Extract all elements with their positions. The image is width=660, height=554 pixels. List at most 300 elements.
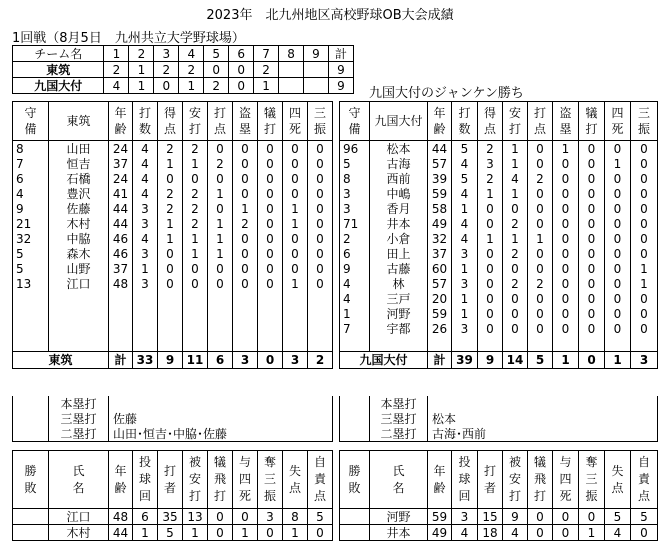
batter-stat: 0 <box>233 156 258 171</box>
batter-stat <box>308 321 333 336</box>
batter-stat <box>308 291 333 306</box>
batter-name: 松本 <box>370 141 428 157</box>
batter-stat: 0 <box>631 231 658 246</box>
batter-stat: 0 <box>258 141 283 157</box>
pitching-header: 奪 三 振 <box>579 451 605 509</box>
extra-base-players <box>109 396 333 411</box>
team-header: 九国大付 <box>370 102 428 141</box>
batter-stat: 1 <box>503 141 528 157</box>
batter-name: 中脇 <box>49 231 109 246</box>
pitching-header: 被 安 打 <box>183 451 208 509</box>
stat-header: 四 死 <box>605 102 631 141</box>
batter-stat: 1 <box>208 186 233 201</box>
batter-stat <box>233 291 258 306</box>
batter-stat: 5 <box>452 141 478 157</box>
batter-stat: 0 <box>579 231 605 246</box>
batter-stat: 41 <box>109 186 133 201</box>
batter-stat: 37 <box>428 246 452 261</box>
inning-header-8: 8 <box>279 46 304 62</box>
batter-stat: 0 <box>553 276 579 291</box>
batter-stat: 4 <box>133 186 158 201</box>
batter-row <box>340 276 658 291</box>
batter-stat: 0 <box>478 291 503 306</box>
batter-stat: 0 <box>579 186 605 201</box>
pitching-header: 打 者 <box>478 451 503 509</box>
batter-stat: 0 <box>605 216 631 231</box>
batter-stat: 0 <box>579 306 605 321</box>
batter-stat: 4 <box>133 156 158 171</box>
batter-name: 三戸 <box>370 291 428 306</box>
batter-stat: 1 <box>452 291 478 306</box>
batter-stat: 0 <box>579 276 605 291</box>
pitcher-stat: 13 <box>183 509 208 525</box>
batter-stat: 1 <box>605 156 631 171</box>
batter-stat: 3 <box>452 246 478 261</box>
batter-stat: 4 <box>452 216 478 231</box>
batter-name: 木村 <box>49 216 109 231</box>
inning-header-3: 3 <box>154 46 179 62</box>
batter-stat: 0 <box>553 216 579 231</box>
inning-score: 0 <box>229 78 254 94</box>
blank-cell <box>13 411 49 426</box>
inning-score <box>303 62 328 78</box>
stat-header: 打 数 <box>133 102 158 141</box>
pitcher-stat: 0 <box>208 525 233 541</box>
batter-stat: 0 <box>553 291 579 306</box>
pitcher-stat: 0 <box>553 525 579 541</box>
batter-stat <box>503 336 528 352</box>
batter-stat: 2 <box>503 216 528 231</box>
batter-stat <box>158 306 183 321</box>
batter-stat: 1 <box>283 276 308 291</box>
batter-stat: 0 <box>528 291 553 306</box>
pitching-header: 犠 飛 打 <box>528 451 553 509</box>
pitching-header: 失 点 <box>283 451 308 509</box>
batter-position <box>13 291 49 306</box>
batter-stat: 4 <box>452 156 478 171</box>
batter-stat: 0 <box>579 201 605 216</box>
inning-header-2: 2 <box>129 46 154 62</box>
pitching-header: 年 齢 <box>428 451 452 509</box>
batter-stat: 0 <box>283 231 308 246</box>
extra-base-players: 古海･西前 <box>428 426 658 442</box>
batter-stat: 1 <box>183 246 208 261</box>
batter-stat <box>109 306 133 321</box>
pitcher-name: 井本 <box>370 525 428 541</box>
pitching-table-right <box>339 450 658 541</box>
batter-name <box>49 321 109 336</box>
pitcher-stat: 0 <box>208 509 233 525</box>
total-header: 計 <box>328 46 353 62</box>
extra-base-table-right <box>339 396 658 442</box>
batting-table-right <box>339 101 658 369</box>
batter-stat: 0 <box>208 276 233 291</box>
pitcher-stat: 4 <box>605 525 631 541</box>
pitcher-stat: 4 <box>503 525 528 541</box>
batter-stat: 0 <box>283 246 308 261</box>
batter-row <box>340 186 658 201</box>
batter-stat <box>183 321 208 336</box>
batter-stat <box>478 336 503 352</box>
pitcher-stat: 0 <box>528 525 553 541</box>
batter-row <box>340 156 658 171</box>
batter-stat: 1 <box>503 186 528 201</box>
inning-header-1: 1 <box>104 46 129 62</box>
extra-base-players: 佐藤 <box>109 411 333 426</box>
batter-stat <box>109 291 133 306</box>
batter-stat: 3 <box>133 276 158 291</box>
batter-stat: 0 <box>528 261 553 276</box>
total-stat: 39 <box>452 352 478 369</box>
batter-stat: 0 <box>258 156 283 171</box>
batter-stat <box>158 321 183 336</box>
batter-row <box>340 231 658 246</box>
batter-stat: 4 <box>452 231 478 246</box>
batter-stat <box>158 291 183 306</box>
batter-stat: 0 <box>605 171 631 186</box>
batter-stat: 0 <box>478 321 503 336</box>
batter-stat <box>428 336 452 352</box>
pitching-header: 勝 敗 <box>13 451 49 509</box>
pitcher-stat: 1 <box>133 525 158 541</box>
batter-name: 江口 <box>49 276 109 291</box>
batter-name <box>49 336 109 352</box>
batter-row <box>13 156 333 171</box>
batter-stat <box>283 336 308 352</box>
batter-stat: 2 <box>183 216 208 231</box>
batter-stat <box>233 306 258 321</box>
batter-stat <box>258 336 283 352</box>
inning-score: 2 <box>204 78 229 94</box>
extra-base-row <box>340 396 658 411</box>
batter-stat: 37 <box>109 261 133 276</box>
total-stat: 5 <box>528 352 553 369</box>
batter-row <box>13 246 333 261</box>
pitching-header: 与 四 死 <box>233 451 258 509</box>
batting-table-left <box>12 101 333 369</box>
inning-header-9: 9 <box>303 46 328 62</box>
batter-name: 井本 <box>370 216 428 231</box>
pitcher-stat: 5 <box>605 509 631 525</box>
position-header: 守 備 <box>340 102 370 141</box>
batter-stat: 2 <box>503 246 528 261</box>
pitcher-name: 江口 <box>49 509 109 525</box>
pitching-header: 失 点 <box>605 451 631 509</box>
pitcher-stat: 5 <box>308 509 333 525</box>
batter-stat: 0 <box>308 171 333 186</box>
batter-position: 4 <box>340 291 370 306</box>
batter-stat <box>133 306 158 321</box>
batter-stat: 0 <box>579 216 605 231</box>
batter-stat: 1 <box>208 231 233 246</box>
batter-stat: 4 <box>452 186 478 201</box>
pitcher-stat: 0 <box>233 509 258 525</box>
batter-name <box>49 291 109 306</box>
batter-stat: 0 <box>503 201 528 216</box>
pitching-header: 被 安 打 <box>503 451 528 509</box>
batter-stat: 0 <box>233 141 258 157</box>
batter-position: 9 <box>13 201 49 216</box>
inning-score: 2 <box>154 62 179 78</box>
pitcher-stat: 44 <box>109 525 133 541</box>
batter-stat: 0 <box>553 261 579 276</box>
batter-stat: 1 <box>183 156 208 171</box>
batter-stat: 0 <box>308 246 333 261</box>
batter-stat <box>258 321 283 336</box>
batter-stat: 0 <box>631 246 658 261</box>
pitcher-stat: 1 <box>283 525 308 541</box>
extra-base-row <box>13 411 333 426</box>
stat-header: 犠 打 <box>579 102 605 141</box>
batter-stat: 0 <box>605 276 631 291</box>
batter-stat: 0 <box>478 276 503 291</box>
inning-score: 1 <box>179 78 204 94</box>
stat-header: 得 点 <box>158 102 183 141</box>
batter-stat: 1 <box>503 156 528 171</box>
batter-name: 田上 <box>370 246 428 261</box>
batter-stat: 2 <box>158 141 183 157</box>
total-stat: 3 <box>283 352 308 369</box>
batter-position <box>340 336 370 352</box>
inning-header-5: 5 <box>204 46 229 62</box>
batter-stat: 1 <box>528 231 553 246</box>
batter-stat: 0 <box>233 231 258 246</box>
batter-stat <box>308 336 333 352</box>
batter-stat <box>158 336 183 352</box>
extra-base-label: 三塁打 <box>49 411 109 426</box>
batter-stat: 3 <box>478 156 503 171</box>
batter-stat: 2 <box>478 171 503 186</box>
pitcher-stat: 1 <box>233 525 258 541</box>
batter-name: 恒吉 <box>49 156 109 171</box>
batter-stat: 0 <box>158 276 183 291</box>
batter-stat: 1 <box>233 201 258 216</box>
batter-stat: 0 <box>258 171 283 186</box>
batter-position: 6 <box>13 171 49 186</box>
batter-stat: 0 <box>631 141 658 157</box>
batter-stat <box>109 321 133 336</box>
batter-stat: 0 <box>258 216 283 231</box>
batter-stat: 2 <box>528 171 553 186</box>
batter-stat: 2 <box>208 156 233 171</box>
batter-stat: 2 <box>158 186 183 201</box>
batter-row <box>340 291 658 306</box>
batter-stat: 0 <box>553 171 579 186</box>
batter-stat: 0 <box>528 216 553 231</box>
batter-stat: 1 <box>503 231 528 246</box>
blank-cell <box>340 426 370 442</box>
batter-stat: 0 <box>308 141 333 157</box>
batter-stat <box>553 336 579 352</box>
batter-stat: 0 <box>631 186 658 201</box>
batter-stat: 1 <box>478 231 503 246</box>
batter-stat: 0 <box>308 261 333 276</box>
batter-stat <box>283 321 308 336</box>
batter-stat: 5 <box>452 171 478 186</box>
batter-stat <box>233 321 258 336</box>
batter-stat <box>283 291 308 306</box>
batter-stat <box>258 291 283 306</box>
batter-stat: 1 <box>452 306 478 321</box>
batter-stat: 0 <box>579 261 605 276</box>
batter-stat: 44 <box>109 201 133 216</box>
batter-stat: 4 <box>133 171 158 186</box>
batter-stat: 0 <box>503 306 528 321</box>
batter-stat: 0 <box>283 186 308 201</box>
batter-stat: 0 <box>579 156 605 171</box>
batter-stat: 24 <box>109 171 133 186</box>
batter-name: 林 <box>370 276 428 291</box>
pitching-header: 勝 敗 <box>340 451 370 509</box>
batter-stat: 0 <box>283 171 308 186</box>
batter-name: 中嶋 <box>370 186 428 201</box>
batter-stat: 0 <box>258 231 283 246</box>
inning-score: 2 <box>179 62 204 78</box>
team-total: 9 <box>328 62 353 78</box>
batter-name <box>370 336 428 352</box>
team-name: 東筑 <box>13 62 104 78</box>
batter-position: 3 <box>340 186 370 201</box>
batter-stat: 0 <box>208 171 233 186</box>
total-stat: 0 <box>579 352 605 369</box>
batter-stat: 0 <box>553 321 579 336</box>
extra-base-players <box>428 396 658 411</box>
batter-stat: 60 <box>428 261 452 276</box>
batter-row <box>340 201 658 216</box>
blank-cell <box>340 411 370 426</box>
total-stat: 33 <box>133 352 158 369</box>
batter-stat: 1 <box>283 201 308 216</box>
batter-stat: 0 <box>308 156 333 171</box>
extra-base-table-left <box>12 396 333 442</box>
batter-stat: 0 <box>158 261 183 276</box>
batter-stat: 0 <box>579 171 605 186</box>
batter-stat: 0 <box>478 306 503 321</box>
batter-stat: 0 <box>553 156 579 171</box>
line-score-row <box>13 78 354 94</box>
inning-score: 0 <box>229 62 254 78</box>
batter-row <box>13 336 333 352</box>
batter-stat: 0 <box>605 246 631 261</box>
batter-stat <box>528 336 553 352</box>
batter-name: 宇都 <box>370 321 428 336</box>
batter-stat: 0 <box>605 201 631 216</box>
batter-position <box>13 321 49 336</box>
batter-position: 7 <box>340 321 370 336</box>
batter-position: 9 <box>340 261 370 276</box>
batter-stat: 0 <box>631 156 658 171</box>
inning-score: 2 <box>254 62 279 78</box>
batter-stat: 1 <box>452 261 478 276</box>
pitcher-stat: 8 <box>283 509 308 525</box>
team-name-header: チーム名 <box>13 46 104 62</box>
batter-stat: 2 <box>183 186 208 201</box>
batter-position: 13 <box>13 276 49 291</box>
batter-position: 8 <box>13 141 49 157</box>
batter-stat: 3 <box>133 246 158 261</box>
batter-row <box>13 141 333 157</box>
batter-stat: 2 <box>478 141 503 157</box>
batter-stat: 0 <box>605 306 631 321</box>
batter-stat <box>208 306 233 321</box>
batter-row <box>340 216 658 231</box>
batter-stat <box>631 336 658 352</box>
batter-position: 4 <box>13 186 49 201</box>
batter-stat: 32 <box>428 231 452 246</box>
batter-stat: 1 <box>158 216 183 231</box>
batter-stat <box>452 336 478 352</box>
batter-stat <box>133 321 158 336</box>
pitcher-row <box>13 509 333 525</box>
stat-header: 得 点 <box>478 102 503 141</box>
inning-header-7: 7 <box>254 46 279 62</box>
batter-stat <box>183 336 208 352</box>
stat-header: 打 点 <box>528 102 553 141</box>
batter-stat: 0 <box>478 201 503 216</box>
pitcher-stat: 0 <box>528 509 553 525</box>
batter-stat <box>233 336 258 352</box>
batter-stat: 4 <box>133 231 158 246</box>
batter-stat <box>133 336 158 352</box>
total-stat: 14 <box>503 352 528 369</box>
inning-header-4: 4 <box>179 46 204 62</box>
batter-name: 森木 <box>49 246 109 261</box>
total-team-name: 九国大付 <box>340 352 428 369</box>
pitching-header: 投 球 回 <box>133 451 158 509</box>
pitcher-stat: 59 <box>428 509 452 525</box>
batter-stat: 0 <box>308 186 333 201</box>
batter-stat: 0 <box>631 216 658 231</box>
pitcher-row <box>340 509 658 525</box>
batter-name <box>49 306 109 321</box>
extra-base-players: 松本 <box>428 411 658 426</box>
batter-stat: 0 <box>605 291 631 306</box>
batter-position: 6 <box>340 246 370 261</box>
pitcher-row <box>13 525 333 541</box>
batter-stat: 59 <box>428 306 452 321</box>
batter-stat: 44 <box>428 141 452 157</box>
batter-stat: 46 <box>109 231 133 246</box>
pitcher-stat: 0 <box>553 509 579 525</box>
batter-row <box>340 261 658 276</box>
batter-stat: 0 <box>233 186 258 201</box>
batter-name: 石橋 <box>49 171 109 186</box>
pitcher-stat: 1 <box>183 525 208 541</box>
team-name: 九国大付 <box>13 78 104 94</box>
batter-stat: 4 <box>133 141 158 157</box>
batter-row <box>340 321 658 336</box>
batter-stat: 0 <box>308 216 333 231</box>
total-team-name: 東筑 <box>13 352 109 369</box>
batter-stat: 26 <box>428 321 452 336</box>
batter-stat: 1 <box>631 261 658 276</box>
pitching-header: 犠 飛 打 <box>208 451 233 509</box>
extra-base-row <box>340 411 658 426</box>
stat-header: 打 点 <box>208 102 233 141</box>
batter-position: 5 <box>13 261 49 276</box>
batter-row <box>13 216 333 231</box>
batter-position <box>13 306 49 321</box>
batter-stat: 0 <box>283 156 308 171</box>
pitching-header: 氏 名 <box>370 451 428 509</box>
batter-stat: 1 <box>158 156 183 171</box>
batter-stat: 20 <box>428 291 452 306</box>
batter-stat: 0 <box>183 276 208 291</box>
batter-stat: 3 <box>452 321 478 336</box>
batter-stat <box>183 291 208 306</box>
batter-stat: 0 <box>553 306 579 321</box>
batter-stat: 0 <box>605 261 631 276</box>
